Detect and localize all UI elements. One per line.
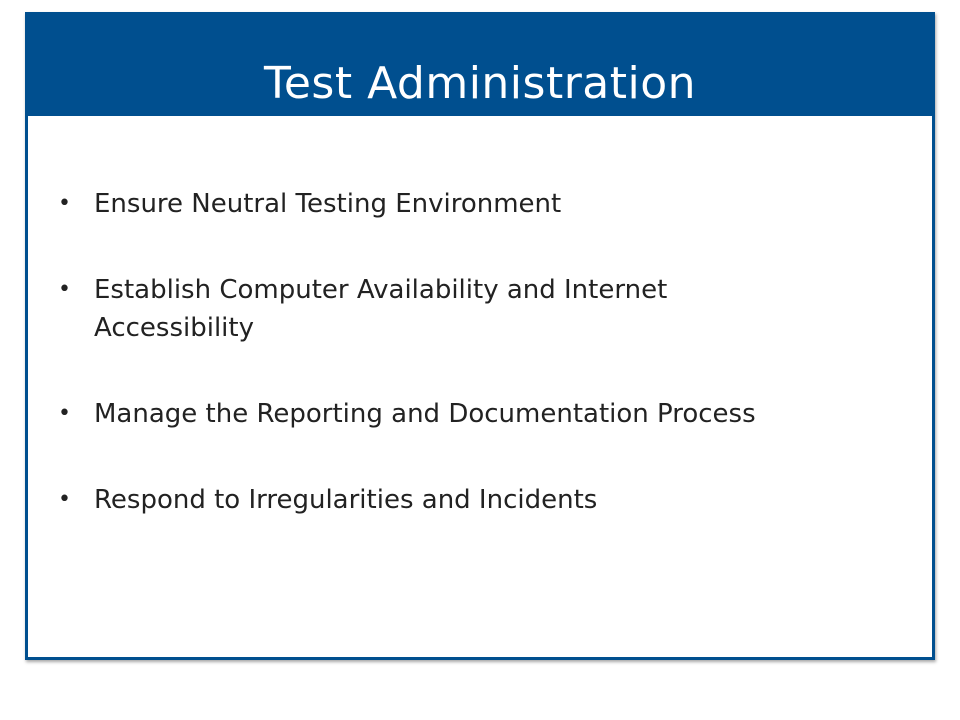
bullet-marker: •	[58, 401, 71, 426]
bullet-item	[58, 185, 938, 223]
bullet-item	[58, 271, 938, 347]
bullet-list	[58, 185, 938, 567]
bullet-text: Ensure Neutral Testing Environment	[94, 189, 562, 219]
slide-frame	[25, 12, 935, 660]
bullet-item	[58, 395, 938, 433]
bullet-marker: •	[58, 191, 71, 216]
bullet-item	[58, 481, 938, 519]
slide-title: Test Administration	[263, 58, 697, 109]
bullet-text: Establish Computer Availability and Internet Accessibility	[94, 275, 668, 343]
bullet-text: Respond to Irregularities and Incidents	[94, 485, 598, 515]
bullet-marker: •	[58, 277, 71, 302]
bullet-text: Manage the Reporting and Documentation Process	[94, 399, 756, 429]
bullet-marker: •	[58, 487, 71, 512]
